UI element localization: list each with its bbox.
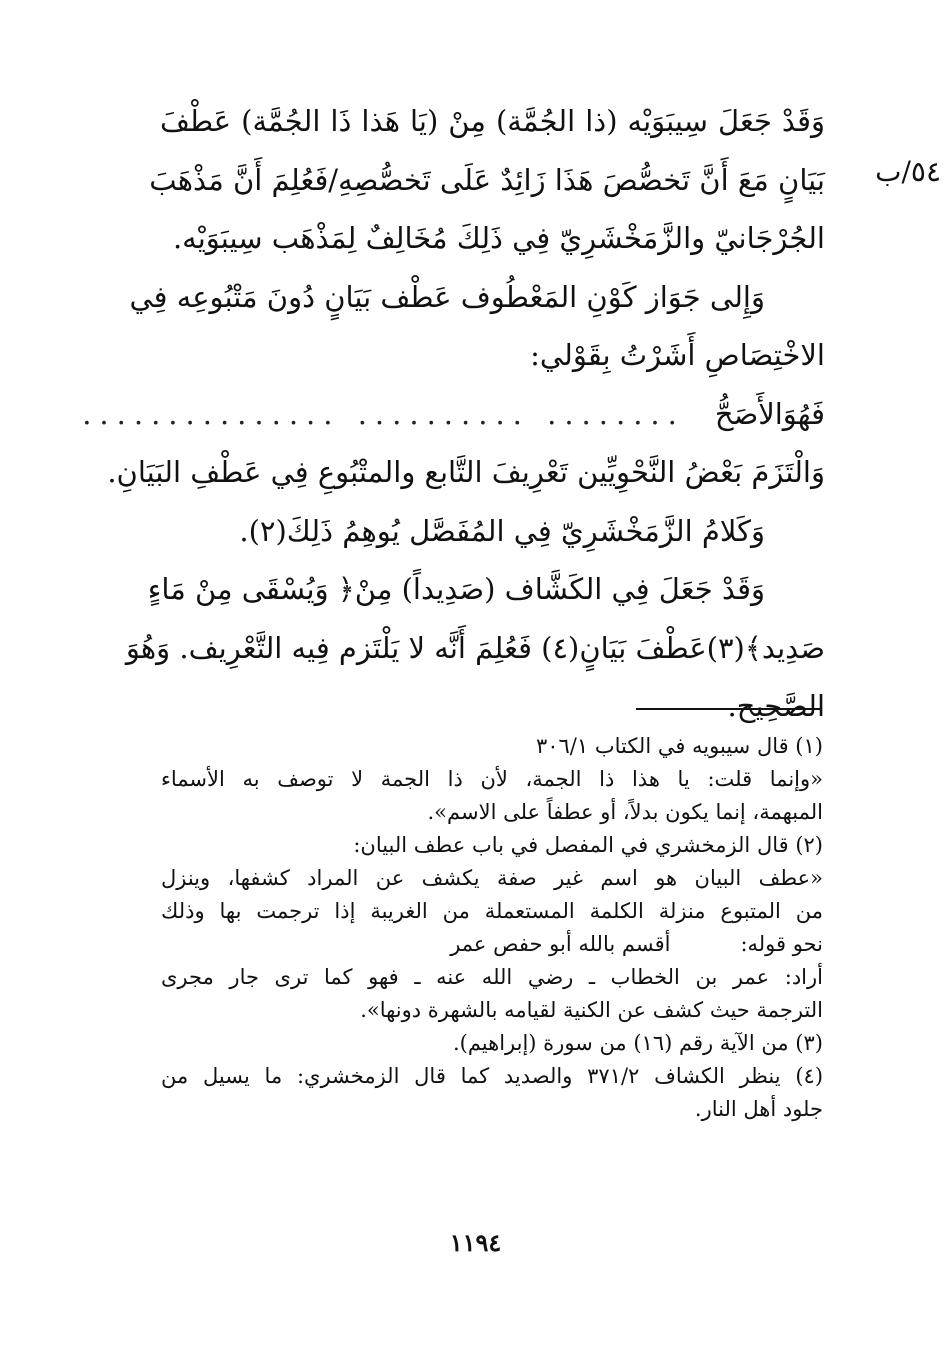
text-line: بَيَانٍ مَعَ أَنَّ تَخصُّصَ هَذَا زَائِدٌ عَلَى تَخصُّصِهِ/فَعُلِمَ أَنَّ مَذْهَبَ [149,162,825,197]
footnotes [161,730,823,1126]
main-text [82,92,825,736]
footnote-verse-line [161,928,823,961]
verse-text: فَهُوَالأَصَحُّ [714,396,825,431]
verse-dots: ........ .......... ............... [82,396,685,431]
text-line: وَإِلى جَوَاز كَوْنِ المَعْطُوف عَطْف بَيَانٍ دُونَ مَتْبُوعِه فِي [129,279,765,314]
footnote-line: جلود أهل النار. [694,1097,823,1121]
footnote-line: أراد: عمر بن الخطاب ـ رضي الله عنه ـ فهو كما ترى جار مجرى [161,965,823,989]
footnote-line: الترجمة حيث كشف عن الكنية لقيامه بالشهرة دونها». [360,998,823,1022]
footnote-line: (٣) من الآية رقم (١٦) من سورة (إبراهيم). [452,1031,823,1055]
footnote-verse-intro: نحو قوله: [740,932,823,956]
footnote-line: (٤) ينظر الكشاف ٣٧١/٢ والصديد كما قال الزمخشري: ما يسيل من [161,1064,824,1088]
footnote-line: «وإنما قلت: يا هذا ذا الجمة، لأن ذا الجمة لا توصف به الأسماء [161,767,823,791]
text-line: الاخْتِصَاصِ أَشَرْتُ بِقَوْلي: [530,338,825,372]
text-line: وَكَلامُ الزَّمَخْشَرِيّ فِي المُفَصَّل يُوهِمُ ذَلِكَ(٢). [239,513,765,548]
text-line: الجُرْجَانيّ والزَّمَخْشَرِيّ فِي ذَلِكَ مُخَالِفٌ لِمَذْهَب سِيبَوَيْه. [172,221,825,255]
footnote-line: المبهمة، إنما يكون بدلاً، أو عطفاً على الاسم». [427,800,823,824]
text-line: الصَّحِيح. [727,689,825,723]
text-line: وَقَدْ جَعَلَ فِي الكَشَّاف (صَدِيداً) مِنْ﴿ وَيُسْقَى مِنْ مَاءٍ [147,572,765,606]
manuscript-folio-note: ٥٤/ب [875,155,941,188]
footnote-divider [636,708,821,710]
footnote-line: من المتبوع منزلة الكلمة المستعملة من الغريبة إذا ترجمت بها وذلك [161,899,823,923]
verse-line [82,385,825,444]
footnote-line: «عطف البيان هو اسم غير صفة يكشف عن المراد كشفها، وينزل [161,866,823,890]
text-line: وَالْتَزَمَ بَعْضُ النَّحْوِيِّين تَعْرِيفَ التَّابع والمتْبُوعِ فِي عَطْفِ البَيَانِ. [107,455,825,489]
text-line: صَدِيد﴾(٣)عَطْفَ بَيَانٍ(٤) فَعُلِمَ أَنَّه لا يَلْتَزم فِيه التَّعْرِيف. وَهُوَ [125,630,825,665]
footnote-line: (٢) قال الزمخشري في المفصل في باب عطف البيان: [353,833,823,857]
footnote-verse-text: أقسم بالله أبو حفص عمر [450,932,671,956]
page-number: ١١٩٤ [449,1228,502,1257]
footnote-line: (١) قال سيبويه في الكتاب ٣٠٦/١ [535,734,823,758]
text-line: وَقَدْ جَعَلَ سِيبَوَيْه (ذا الجُمَّة) مِنْ (يَا هَذا ذَا الجُمَّة) عَطْفَ [160,104,825,138]
